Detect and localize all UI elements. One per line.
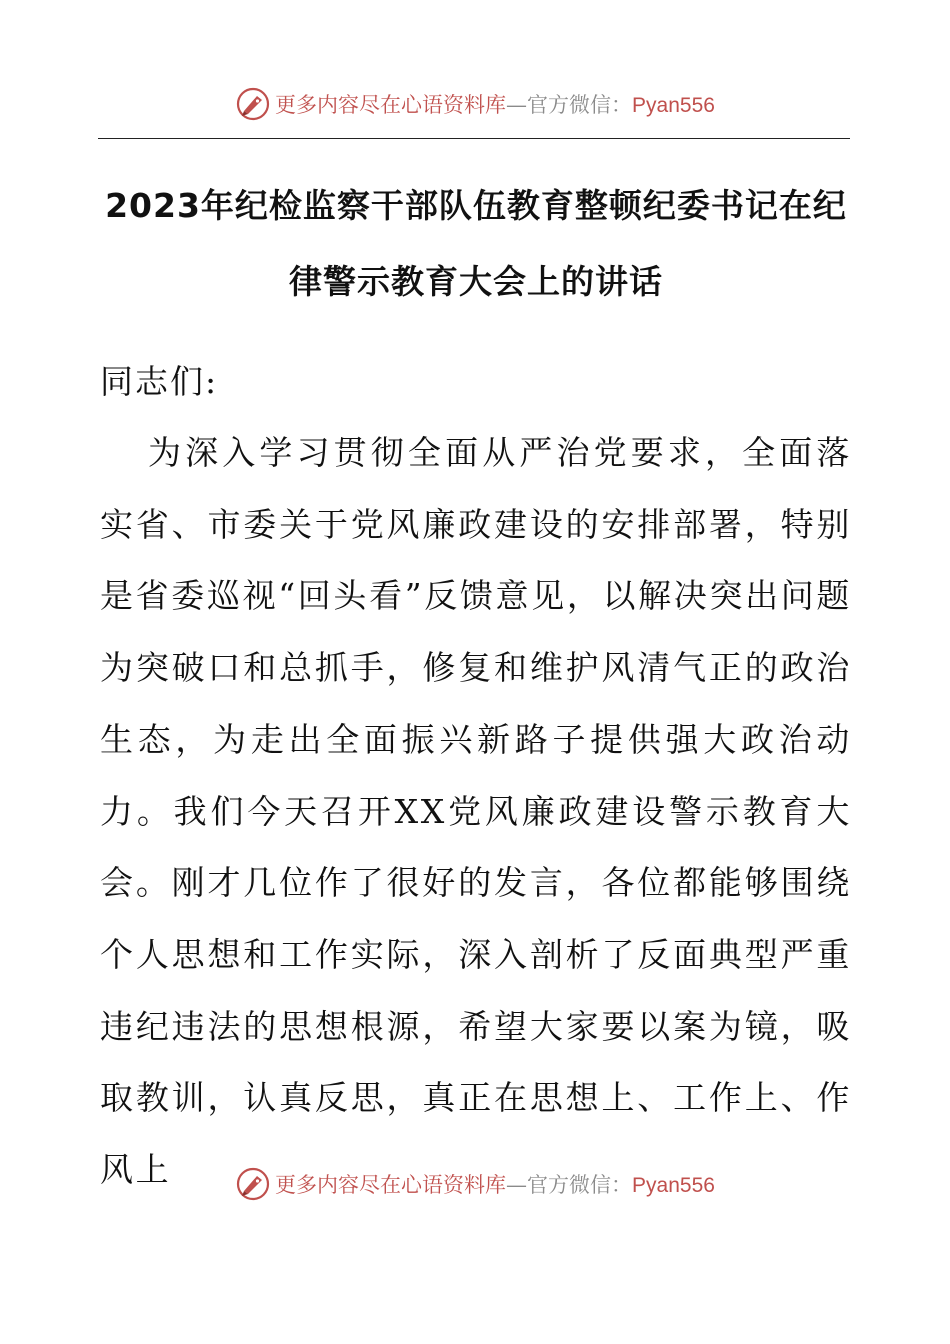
- pen-nib-logo-icon: [235, 86, 271, 122]
- salutation: 同志们:: [100, 362, 219, 401]
- document-title: 2023年纪检监察干部队伍教育整顿纪委书记在纪律警示教育大会上的讲话: [105, 186, 847, 301]
- footer-promo-banner: [0, 1162, 950, 1206]
- header-promo-text: [275, 89, 715, 119]
- footer-promo-dash: —: [506, 1173, 528, 1197]
- pen-nib-logo-icon: [235, 1166, 271, 1202]
- footer-wechat-id: Pyan556: [632, 1174, 715, 1197]
- header-promo-banner: [0, 82, 950, 126]
- header-divider: [98, 138, 850, 139]
- header-promo-main: 更多内容尽在心语资料库: [275, 93, 507, 117]
- footer-promo-main: 更多内容尽在心语资料库: [275, 1173, 507, 1197]
- footer-promo-official: 官方微信：: [527, 1173, 633, 1197]
- footer-promo-text: [275, 1169, 715, 1199]
- header-promo-dash: —: [506, 93, 528, 117]
- header-promo-official: 官方微信：: [527, 93, 633, 117]
- body-paragraph: 为深入学习贯彻全面从严治党要求，全面落实省、市委关于党风廉政建设的安排部署，特别是省委巡视“回头看”反馈意见，以解决突出问题为突破口和总抓手，修复和维护风清气正的政治生态，为走出全面振兴新路子提供强大政治动力。我们今天召开XX党风廉政建设警示教育大会。刚才几位作了很好的发言，各位都能够围绕个人思想和工作实际，深入剖析了反面典型严重违纪违法的思想根源，希望大家要以案为镜，吸取教训，认真反思，真正在思想上、工作上、作风上: [100, 433, 852, 1190]
- header-wechat-id: Pyan556: [632, 94, 715, 117]
